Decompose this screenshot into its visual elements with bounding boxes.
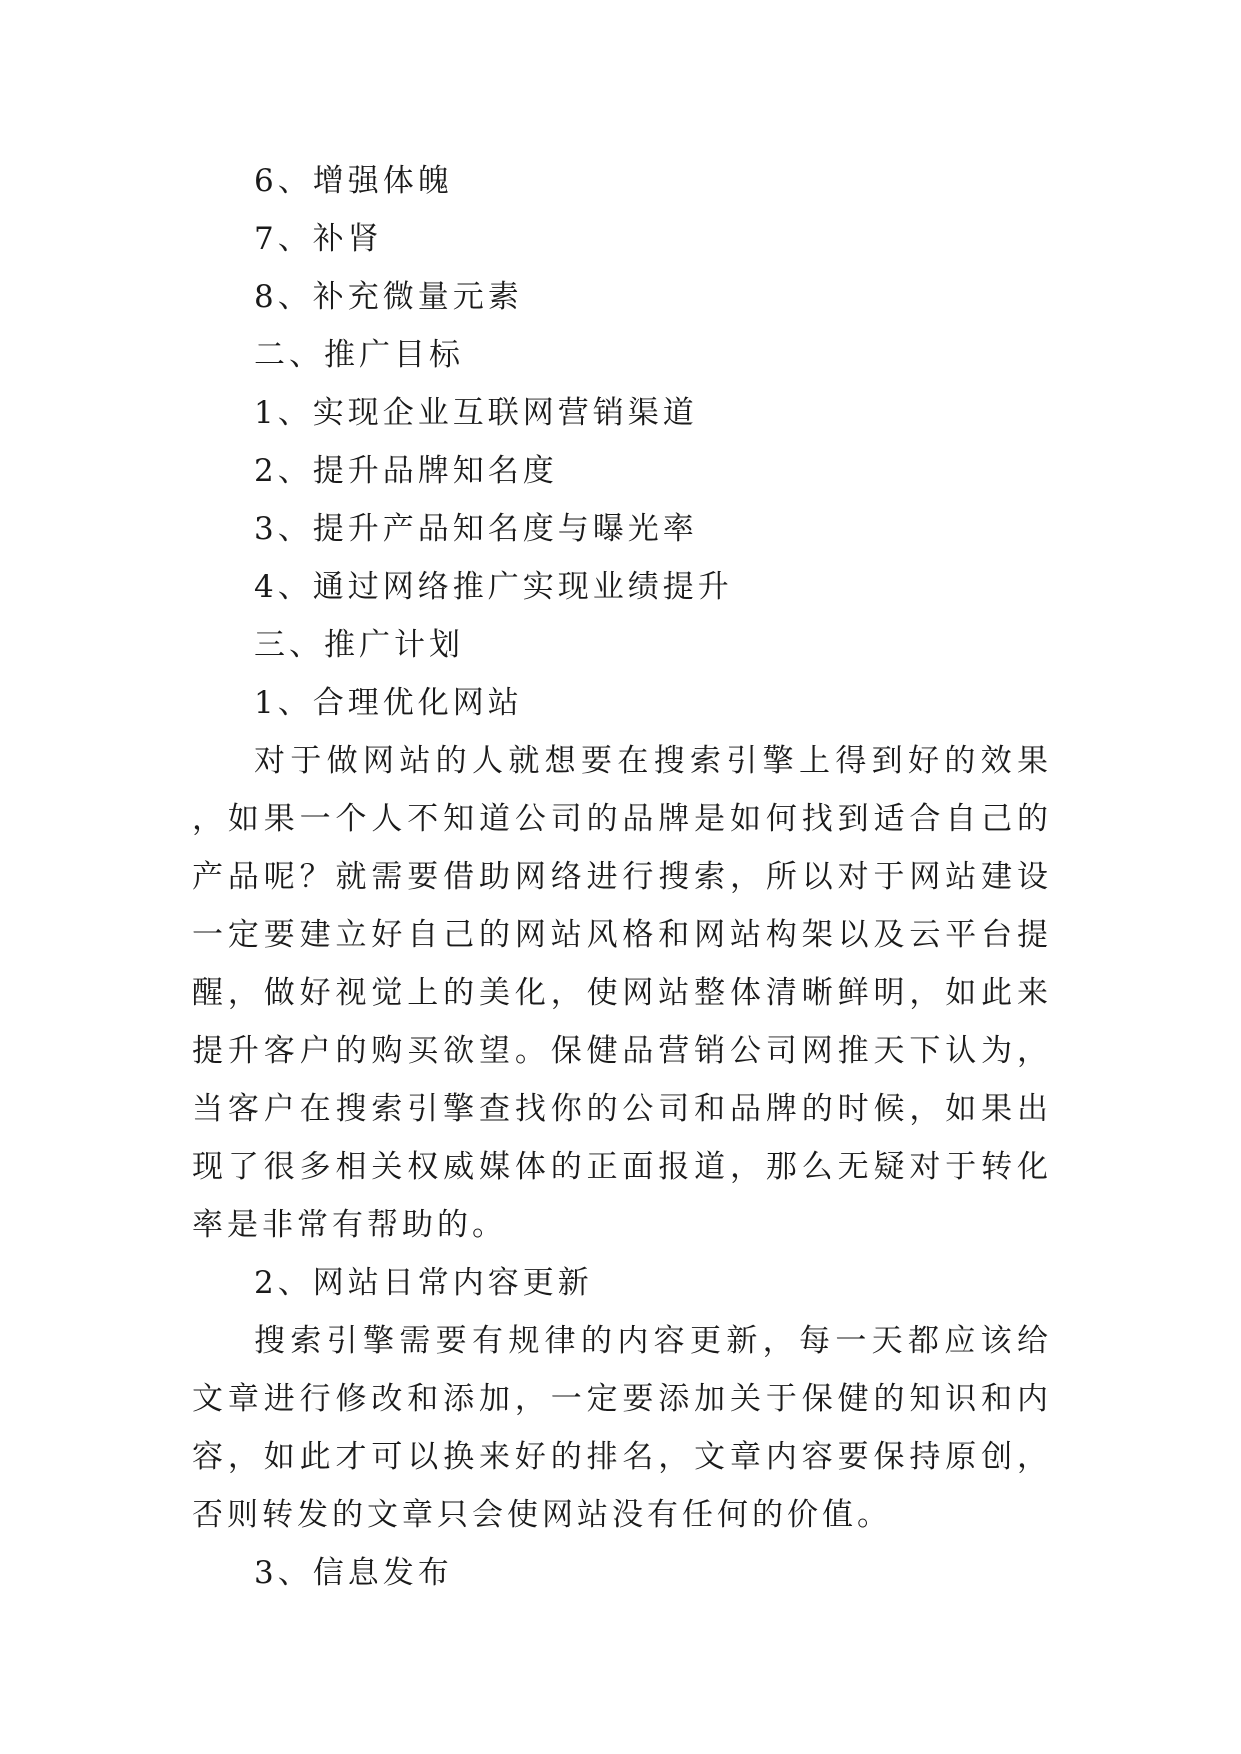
section-heading-promotion-goals: 二、推广目标 xyxy=(254,337,464,373)
goal-item-2: 2、提升品牌知名度 xyxy=(254,453,558,489)
list-item-kidney: 7、补肾 xyxy=(254,221,383,257)
list-item-strengthen-body: 6、增强体魄 xyxy=(254,163,453,199)
list-item-trace-elements: 8、补充微量元素 xyxy=(254,279,523,315)
goal-item-3: 3、提升产品知名度与曝光率 xyxy=(254,511,698,547)
paragraph-content-update: 搜索引擎需要有规律的内容更新，每一天都应该给文章进行修改和添加，一定要添加关于保健的知识和内容，如此才可以换来好的排名，文章内容要保持原创，否则转发的文章只会使网站没有任何的价值。 xyxy=(192,1323,1052,1533)
goal-item-4: 4、通过网络推广实现业绩提升 xyxy=(254,569,733,605)
plan-heading-content-update: 2、网站日常内容更新 xyxy=(254,1265,593,1301)
plan-heading-optimize-site: 1、合理优化网站 xyxy=(254,685,523,721)
plan-heading-info-publish: 3、信息发布 xyxy=(254,1555,453,1591)
section-heading-promotion-plan: 三、推广计划 xyxy=(254,627,464,663)
paragraph-optimize-site: 对于做网站的人就想要在搜索引擎上得到好的效果，如果一个人不知道公司的品牌是如何找到适合自己的产品呢？就需要借助网络进行搜索，所以对于网站建设一定要建立好自己的网站风格和网站构架以及云平台提醒，做好视觉上的美化，使网站整体清晰鲜明，如此来提升客户的购买欲望。保健品营销公司网推天下认为，当客户在搜索引擎查找你的公司和品牌的时候，如果出现了很多相关权威媒体的正面报道，那么无疑对于转化率是非常有帮助的。 xyxy=(192,743,1052,1243)
goal-item-1: 1、实现企业互联网营销渠道 xyxy=(254,395,698,431)
document-body xyxy=(192,152,1052,1602)
